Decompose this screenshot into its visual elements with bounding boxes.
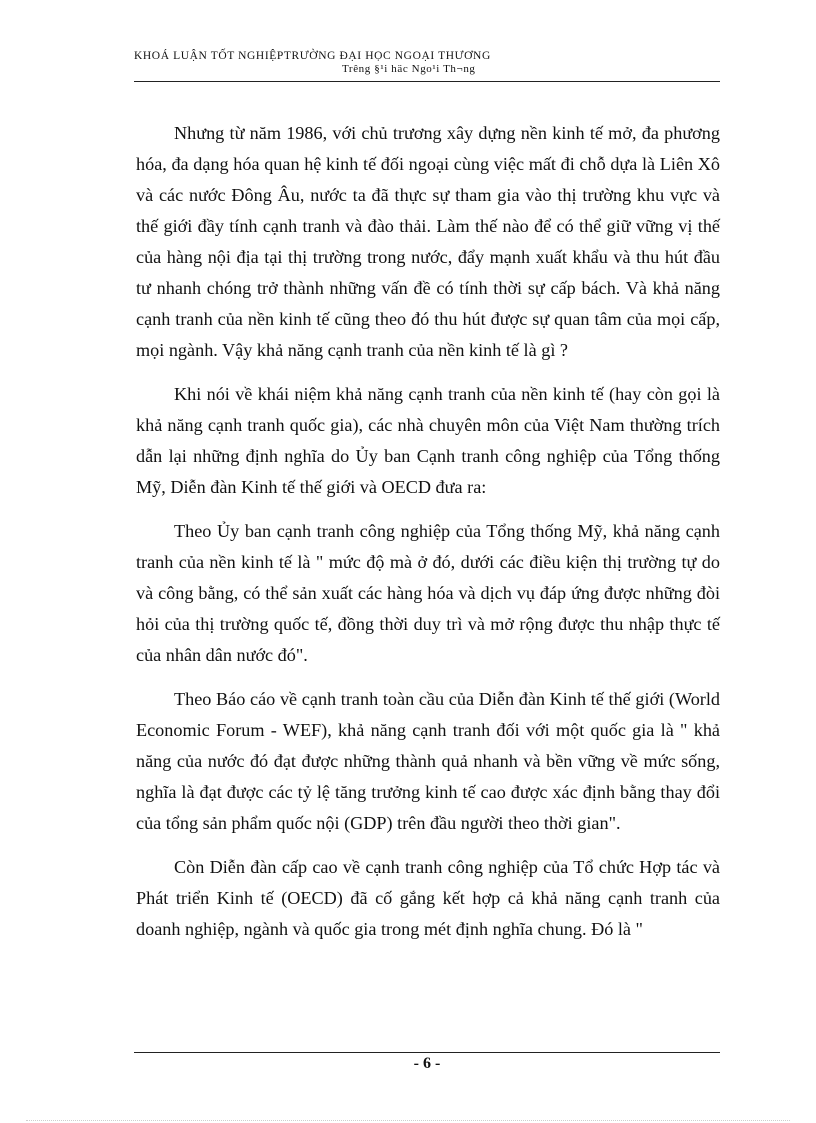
paragraph-2: Khi nói về khái niệm khả năng cạnh tranh của nền kinh tế (hay còn gọi là khả năng cạnh tranh quốc gia), các nhà chuyên môn của Việt Nam thường trích dẫn lại những định nghĩa do Ủy ban Cạnh tranh công nghiệp của Tổng thống Mỹ, Diễn đàn Kinh tế thế giới và OECD đưa ra: — [136, 384, 720, 497]
paragraph-1: Nhưng từ năm 1986, với chủ trương xây dựng nền kinh tế mở, đa phương hóa, đa dạng hóa quan hệ kinh tế đối ngoại cùng việc mất đi chỗ dựa là Liên Xô và các nước Đông Âu, nước ta đã thực sự tham gia vào thị trường khu vực và thế giới đầy tính cạnh tranh và đào thải. Làm thế nào để có thể giữ vững vị thế của hàng nội địa tại thị trường trong nước, đẩy mạnh xuất khẩu và thu hút đầu tư nhanh chóng trở thành những vấn đề có tính thời sự cấp bách. Và khả năng cạnh tranh của nền kinh tế cũng theo đó thu hút được sự quan tâm của mọi cấp, mọi ngành. Vậy khả năng cạnh tranh của nền kinh tế là gì ? — [136, 123, 720, 360]
running-header — [134, 50, 720, 75]
paragraph-5: Còn Diễn đàn cấp cao về cạnh tranh công nghiệp của Tổ chức Hợp tác và Phát triển Kinh tế (OECD) đã cố gắng kết hợp cả khả năng cạnh tranh của doanh nghiệp, ngành và quốc gia trong mét định nghĩa chung. Đó là " — [136, 857, 720, 939]
paragraph-4: Theo Báo cáo về cạnh tranh toàn cầu của Diễn đàn Kinh tế thế giới (World Economic Forum - WEF), khả năng cạnh tranh đối với một quốc gia là " khả năng của nước đó đạt được những thành quả nhanh và bền vững về mức sống, nghĩa là đạt được các tỷ lệ tăng trưởng kinh tế cao được xác định bằng thay đổi của tổng sản phẩm quốc nội (GDP) trên đầu người theo thời gian". — [136, 689, 720, 833]
page-bottom-edge — [26, 1120, 790, 1121]
header-subtitle: Trêng §¹i häc Ngo¹i Th¬ng — [342, 63, 476, 75]
header-title: KHOÁ LUẬN TỐT NGHIỆPTRƯỜNG ĐẠI HỌC NGOẠI THƯƠNG — [134, 50, 491, 62]
footer-divider — [134, 1052, 720, 1053]
paragraph-3: Theo Ủy ban cạnh tranh công nghiệp của Tổng thống Mỹ, khả năng cạnh tranh của nền kinh tế là " mức độ mà ở đó, dưới các điều kiện thị trường tự do và công bằng, có thể sản xuất các hàng hóa và dịch vụ đáp ứng được những đòi hỏi của thị trường quốc tế, đồng thời duy trì và mở rộng được thu nhập thực tế của nhân dân nước đó". — [136, 521, 720, 665]
header-divider — [134, 81, 720, 82]
page-number: - 6 - — [413, 1055, 441, 1072]
body-text — [136, 118, 720, 958]
